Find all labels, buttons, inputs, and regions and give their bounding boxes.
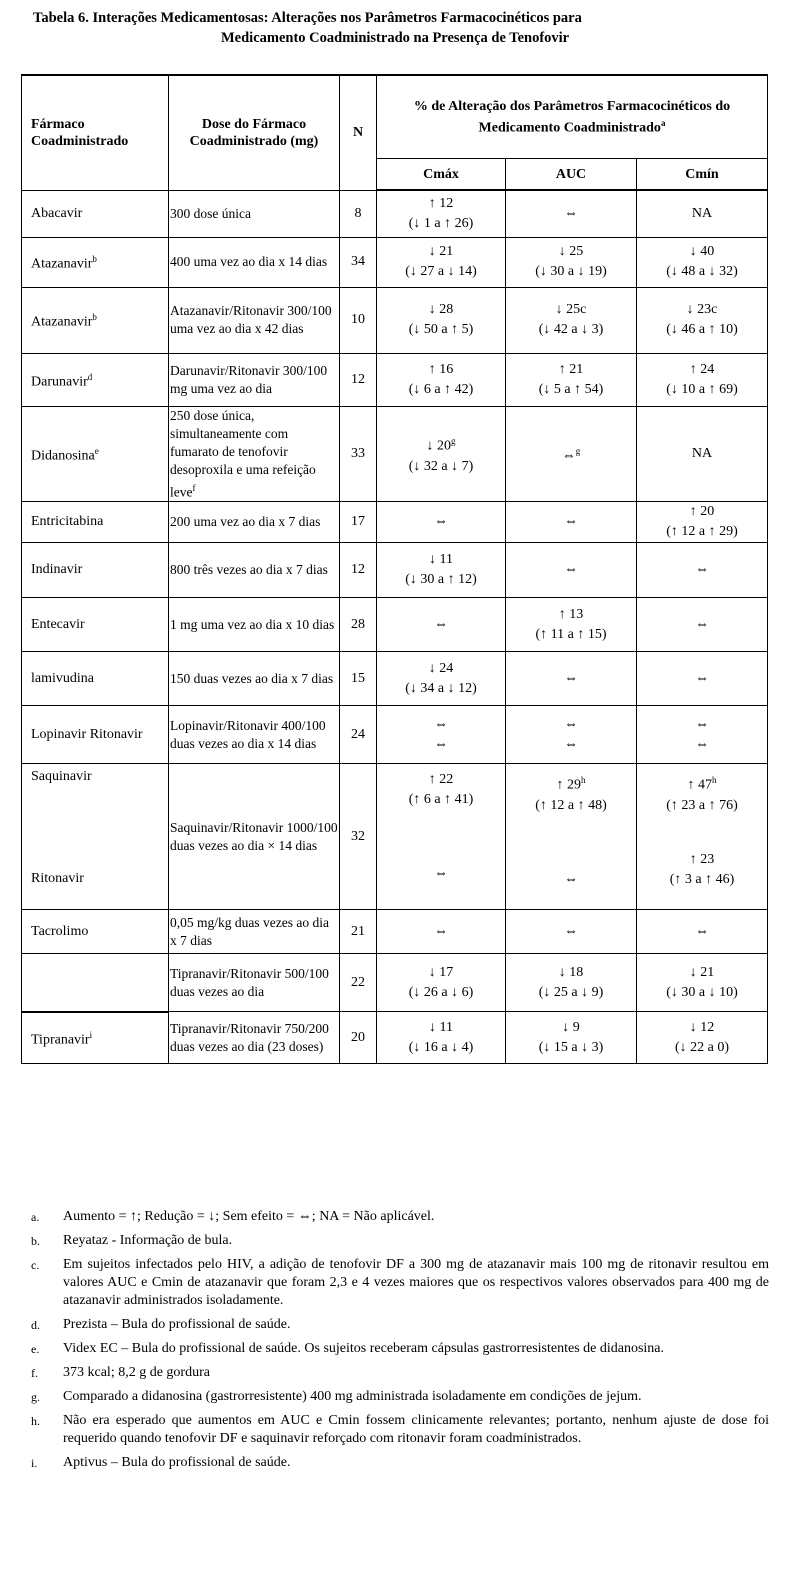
n-cell: 24 [340, 706, 377, 764]
drug-name: Atazanavir$^b$ [22, 237, 169, 287]
table-row [22, 353, 768, 406]
cmax-cell: ↓ 28 (↓ 50 a ↑ 5) [377, 287, 506, 353]
cmax-cell: ↓ 17 (↓ 26 a ↓ 6) [377, 954, 506, 1012]
cmin-cell: ⇔ [637, 910, 768, 954]
cmin-cell: ↑ 20 (↑ 12 a ↑ 29) [637, 502, 768, 543]
dose-cell: Lopinavir/Ritonavir 400/100 duas vezes ao dia x 14 dias [169, 706, 340, 764]
dose-cell: 250 dose única, simultaneamente com fumarato de tenofovir desoproxila e uma refeição leve$^f$ [169, 406, 340, 502]
table-row-saquinavir [22, 764, 768, 910]
cmin-cell: ↓ 23c (↓ 46 a ↑ 10) [637, 287, 768, 353]
table-row [22, 237, 768, 287]
drug-name: Tipranavir$^i$ [22, 1012, 169, 1064]
cmin-cell: ⇔ [637, 652, 768, 706]
cmax-cell: ↓ 20$^g$ (↓ 32 a ↓ 7) [377, 406, 506, 502]
auc-cell: ↑ 29$^h$ (↑ 12 a ↑ 48) ⇔ [506, 764, 637, 910]
cmax-cell: ↑ 12 (↓ 1 a ↑ 26) [377, 190, 506, 237]
cmax-cell: ⇔ [377, 502, 506, 543]
cmax-cell: ⇔ [377, 910, 506, 954]
auc-cell: ⇔ [506, 652, 637, 706]
drug-name: Didanosina$^e$ [22, 406, 169, 502]
dose-cell: 300 dose única [169, 190, 340, 237]
header-auc: AUC [506, 159, 637, 191]
auc-cell: ⇔ ⇔ [506, 706, 637, 764]
dose-cell: Tipranavir/Ritonavir 500/100 duas vezes ao dia [169, 954, 340, 1012]
footnote: h. Não era esperado que aumentos em AUC e Cmin fossem clinicamente relevantes; portanto, nenhum ajuste de dose foi requerido quando tenofovir DF e saquinavir reforçado com ritonavir foram coadministrados. [31, 1413, 769, 1446]
n-cell: 15 [340, 652, 377, 706]
drug-name: Entecavir [22, 598, 169, 652]
dose-cell: 1 mg uma vez ao dia x 10 dias [169, 598, 340, 652]
dose-cell: 400 uma vez ao dia x 14 dias [169, 237, 340, 287]
n-cell: 33 [340, 406, 377, 502]
cmax-cell: ↓ 24 (↓ 34 a ↓ 12) [377, 652, 506, 706]
n-cell: 34 [340, 237, 377, 287]
auc-cell: ⇔ [506, 502, 637, 543]
auc-cell: ⇔ [506, 543, 637, 598]
footnote: g. Comparado a didanosina (gastrorresistente) 400 mg administrada isoladamente em condições de jejum. [31, 1389, 642, 1404]
header-pct-change: % de Alteração dos Parâmetros Farmacocinéticos do Medicamento Coadministrado$^a$ [377, 75, 768, 159]
title-line-2: Medicamento Coadministrado na Presença de Tenofovir [221, 30, 570, 46]
cmax-cell: ↓ 11 (↓ 30 a ↑ 12) [377, 543, 506, 598]
footnote: f. 373 kcal; 8,2 g de gordura [31, 1365, 210, 1380]
cmin-cell: ⇔ ⇔ [637, 706, 768, 764]
n-cell: 8 [340, 190, 377, 237]
cmax-cell: ⇔ ⇔ [377, 706, 506, 764]
cmax-cell: ↓ 11 (↓ 16 a ↓ 4) [377, 1012, 506, 1064]
table-row [22, 543, 768, 598]
dose-cell: Atazanavir/Ritonavir 300/100 uma vez ao dia x 42 dias [169, 287, 340, 353]
n-cell: 22 [340, 954, 377, 1012]
n-cell: 21 [340, 910, 377, 954]
n-cell: 20 [340, 1012, 377, 1064]
table-row [22, 287, 768, 353]
n-cell: 17 [340, 502, 377, 543]
cmin-cell: ↓ 40 (↓ 48 a ↓ 32) [637, 237, 768, 287]
cmin-cell: ⇔ [637, 598, 768, 652]
dose-cell: Saquinavir/Ritonavir 1000/100 duas vezes ao dia × 14 dias [169, 764, 340, 910]
table-row [22, 598, 768, 652]
dose-cell: 800 três vezes ao dia x 7 dias [169, 543, 340, 598]
cmin-cell: ↑ 24 (↓ 10 a ↑ 69) [637, 353, 768, 406]
cmin-cell: ↓ 21 (↓ 30 a ↓ 10) [637, 954, 768, 1012]
interaction-table [21, 74, 768, 1064]
cmax-cell: ↑ 22 (↑ 6 a ↑ 41) ⇔ [377, 764, 506, 910]
table-row [22, 910, 768, 954]
drug-name: Indinavir [22, 543, 169, 598]
header-cmax: Cmáx [377, 159, 506, 191]
drug-name: Saquinavir Ritonavir [22, 764, 169, 910]
dose-cell: Tipranavir/Ritonavir 750/200 duas vezes ao dia (23 doses) [169, 1012, 340, 1064]
footnote: b. Reyataz - Informação de bula. [31, 1233, 233, 1248]
dose-cell: 150 duas vezes ao dia x 7 dias [169, 652, 340, 706]
cmax-cell: ↑ 16 (↓ 6 a ↑ 42) [377, 353, 506, 406]
header-dose: Dose do Fármaco Coadministrado (mg) [169, 75, 340, 190]
title-line-1: Tabela 6. Interações Medicamentosas: Alterações nos Parâmetros Farmacocinéticos para [33, 10, 582, 26]
n-cell: 12 [340, 543, 377, 598]
auc-cell: ↓ 18 (↓ 25 a ↓ 9) [506, 954, 637, 1012]
table-row [22, 406, 768, 502]
drug-name: Atazanavir$^b$ [22, 287, 169, 353]
footnote: c. Em sujeitos infectados pelo HIV, a adição de tenofovir DF a 300 mg de atazanavir mais 100 mg de ritonavir resultou em valores AUC e Cmin de atazanavir que foram 2,3 e 4 vezes maiores que os respectivos valores observados para 400 mg de atazanavir administrados isoladamente. [31, 1257, 769, 1308]
table-row [22, 1012, 768, 1064]
cmax-cell: ⇔ [377, 598, 506, 652]
cmin-cell: ↑ 47$^h$ (↑ 23 a ↑ 76) ↑ 23 (↑ 3 a ↑ 46) [637, 764, 768, 910]
auc-cell: ↓ 25 (↓ 30 a ↓ 19) [506, 237, 637, 287]
drug-name: Tacrolimo [22, 910, 169, 954]
n-cell: 32 [340, 764, 377, 910]
drug-name: Abacavir [22, 190, 169, 237]
dose-cell: Darunavir/Ritonavir 300/100 mg uma vez ao dia [169, 353, 340, 406]
n-cell: 10 [340, 287, 377, 353]
table-title [0, 8, 797, 48]
auc-cell: ↓ 9 (↓ 15 a ↓ 3) [506, 1012, 637, 1064]
drug-name: Entricitabina [22, 502, 169, 543]
drug-name: Darunavir$^d$ [22, 353, 169, 406]
footnote: a. Aumento = ↑; Redução = ↓; Sem efeito = ⇔; NA = Não aplicável. [31, 1209, 435, 1224]
n-cell: 28 [340, 598, 377, 652]
table-row [22, 954, 768, 1012]
drug-name [22, 954, 169, 1012]
dose-cell: 200 uma vez ao dia x 7 dias [169, 502, 340, 543]
n-cell: 12 [340, 353, 377, 406]
table-row [22, 652, 768, 706]
table-row [22, 502, 768, 543]
auc-cell: ↑ 13 (↑ 11 a ↑ 15) [506, 598, 637, 652]
footnote: d. Prezista – Bula do profissional de saúde. [31, 1317, 291, 1332]
table-row [22, 190, 768, 237]
header-n: N [340, 75, 377, 190]
cmin-cell: NA [637, 406, 768, 502]
table-row [22, 706, 768, 764]
cmax-cell: ↓ 21 (↓ 27 a ↓ 14) [377, 237, 506, 287]
drug-name: lamivudina [22, 652, 169, 706]
auc-cell: ↑ 21 (↓ 5 a ↑ 54) [506, 353, 637, 406]
footnote: i. Aptivus – Bula do profissional de saúde. [31, 1455, 291, 1470]
footnote: e. Videx EC – Bula do profissional de saúde. Os sujeitos receberam cápsulas gastrorresistentes de didanosina. [31, 1341, 665, 1356]
drug-name: Lopinavir Ritonavir [22, 706, 169, 764]
auc-cell: ⇔ [506, 910, 637, 954]
cmin-cell: NA [637, 190, 768, 237]
header-drug: Fármaco Coadministrado [22, 75, 169, 190]
header-cmin: Cmín [637, 159, 768, 191]
auc-cell: ⇔ [506, 190, 637, 237]
cmin-cell: ⇔ [637, 543, 768, 598]
auc-cell: ↓ 25c (↓ 42 a ↓ 3) [506, 287, 637, 353]
auc-cell: ⇔$^g$ [506, 406, 637, 502]
dose-cell: 0,05 mg/kg duas vezes ao dia x 7 dias [169, 910, 340, 954]
cmin-cell: ↓ 12 (↓ 22 a 0) [637, 1012, 768, 1064]
footnotes [21, 1208, 769, 1478]
